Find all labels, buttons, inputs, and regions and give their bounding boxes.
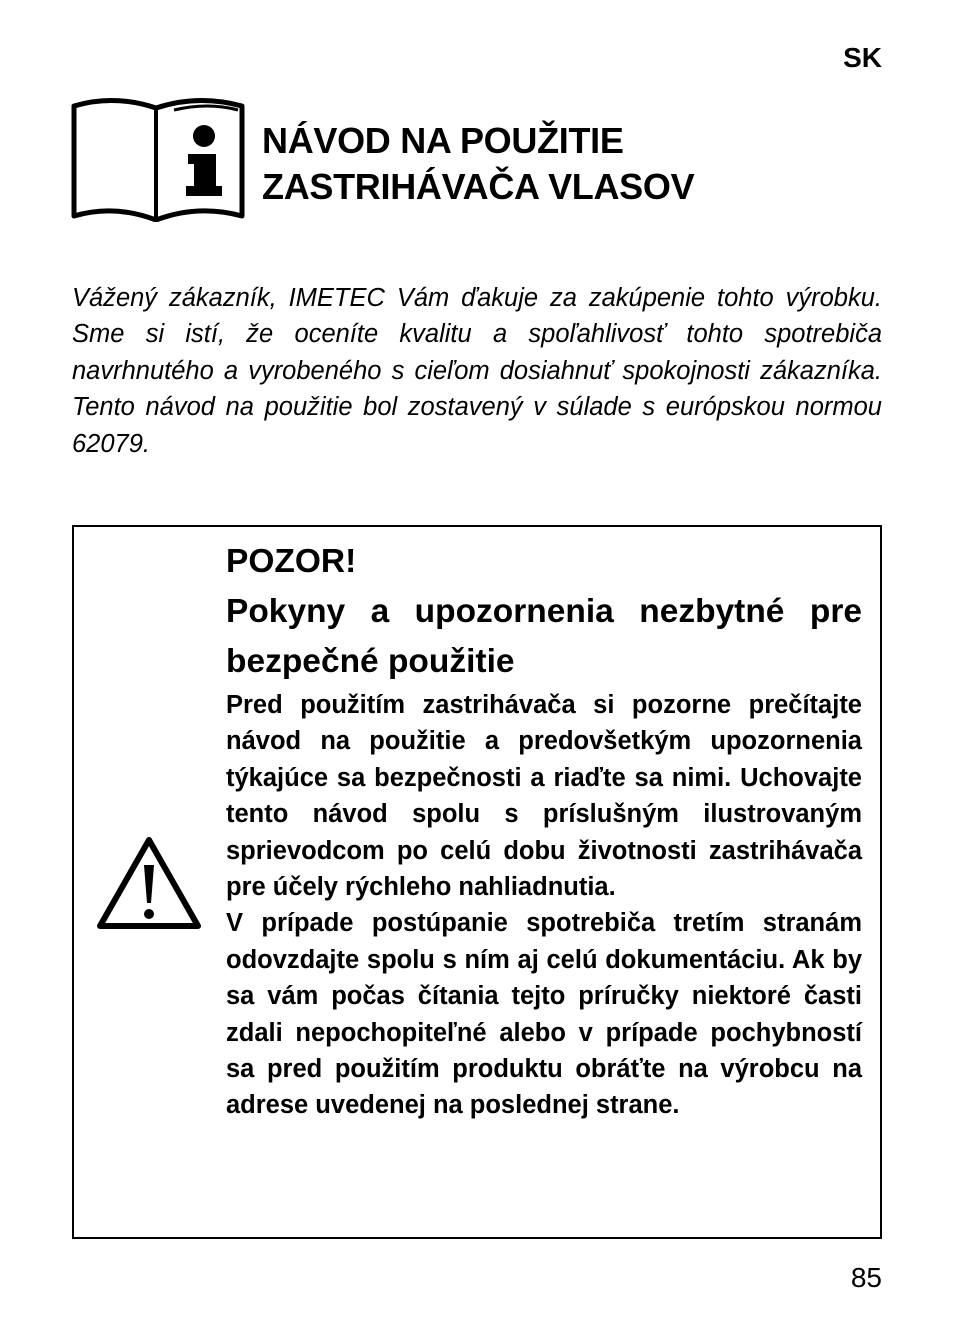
language-code: SK [843,42,882,73]
page-number: 85 [850,1262,882,1293]
warning-paragraph-1: Pred použitím zastrihávača si pozorne prečítajte návod na použitie a predovšetkým upozornenia týkajúce sa bezpečnosti a riaďte sa nimi. Uchovajte tento návod spolu s príslušným ilustrovaným sprievodcom po celú dobu životnosti zastrihávača pre účely rýchleho nahliadnutia. [226,691,862,902]
warning-box [72,525,882,1239]
warning-heading: Pokyny a upozornenia nezbytné pre bezpečné použitie [226,593,862,680]
warning-triangle-icon [96,835,202,931]
book-info-icon [70,96,246,222]
title-line-2: ZASTRIHÁVAČA VLASOV [262,166,695,207]
page-title [262,118,694,210]
warning-content [226,537,862,1124]
warning-title: POZOR! [226,543,357,580]
warning-paragraph-2: V prípade postúpanie spotrebiča tretím stranám odovzdajte spolu s ním aj celú dokumentáciu. Ak by sa vám počas čítania tejto príručky niektoré časti zdali nepochopiteľné alebo v prípade pochybností sa pred použitím produktu obráťte na výrobcu na adrese uvedenej na poslednej strane. [226,909,862,1120]
title-line-1: NÁVOD NA POUŽITIE [262,120,624,161]
intro-paragraph: Vážený zákazník, IMETEC Vám ďakuje za zakúpenie tohto výrobku. Sme si istí, že oceníte kvalitu a spoľahlivosť tohto spotrebiča navrhnutého a vyrobeného s cieľom dosiahnuť spokojnosti zákazníka. Tento návod na použitie bol zostavený v súlade s európskou normou 62079. [72,284,882,458]
